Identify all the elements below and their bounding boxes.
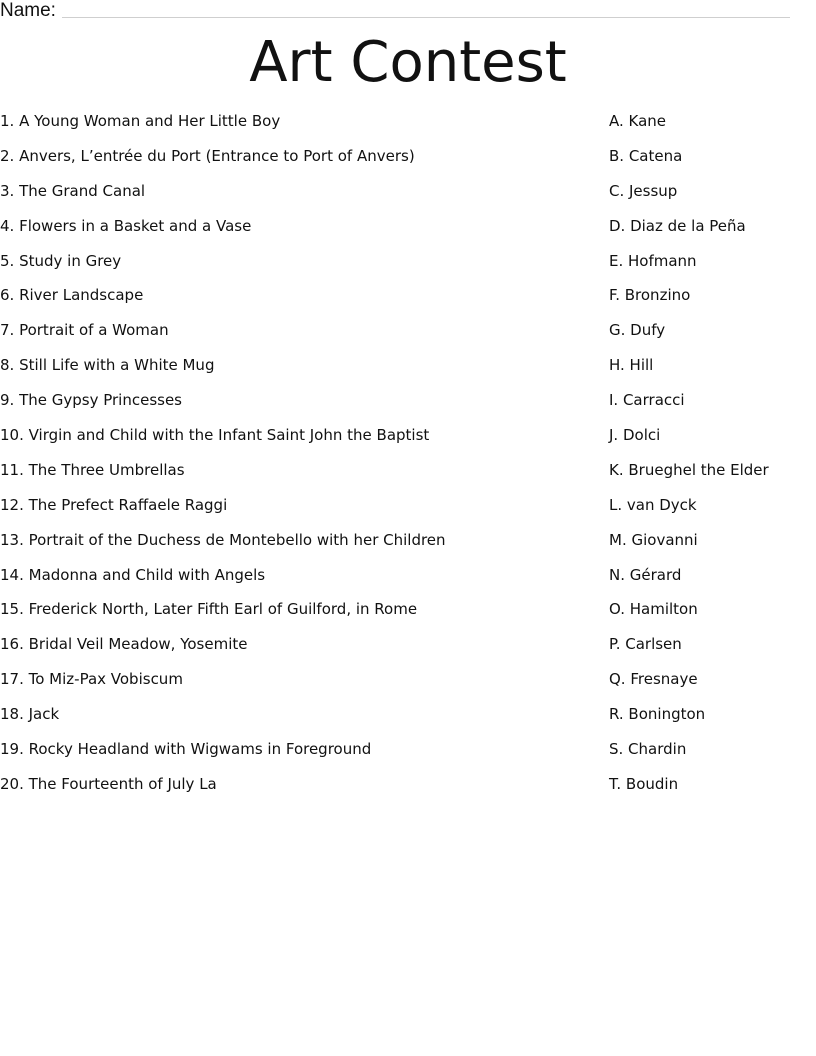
work-item: 13. Portrait of the Duchess de Montebello with her Children [0,530,446,549]
work-item: 4. Flowers in a Basket and a Vase [0,216,252,235]
artist-item: Q. Fresnaye [609,670,698,689]
work-item: 15. Frederick North, Later Fifth Earl of Guilford, in Rome [0,600,418,619]
artist-item: D. Diaz de la Peña [609,216,746,235]
work-item: 1. A Young Woman and Her Little Boy [0,112,281,130]
artist-item: T. Boudin [609,774,679,793]
work-item: 18. Jack [0,705,60,724]
work-item: 14. Madonna and Child with Angels [0,565,266,584]
artist-item: L. van Dyck [609,495,697,514]
name-write-line [62,17,790,18]
artist-item: E. Hofmann [609,251,697,270]
artist-item: B. Catena [609,146,683,165]
artist-item: A. Kane [609,112,667,130]
artist-item: F. Bronzino [609,286,691,305]
work-item: 9. The Gypsy Princesses [0,391,182,410]
artists-list [609,104,816,802]
work-item: 10. Virgin and Child with the Infant Saint John the Baptist [0,426,430,445]
artist-item: J. Dolci [609,426,661,445]
page-title: Art Contest [249,30,567,95]
artist-item: C. Jessup [609,181,678,200]
artist-item: K. Brueghel the Elder [609,460,769,479]
artist-item: R. Bonington [609,705,706,724]
work-item: 2. Anvers, L’entrée du Port (Entrance to Port of Anvers) [0,146,415,165]
artist-item: G. Dufy [609,321,666,340]
work-item: 6. River Landscape [0,286,144,305]
work-item: 7. Portrait of a Woman [0,321,169,340]
work-item: 16. Bridal Veil Meadow, Yosemite [0,635,248,654]
work-item: 8. Still Life with a White Mug [0,356,215,375]
work-item: 3. The Grand Canal [0,181,146,200]
artist-item: P. Carlsen [609,635,682,654]
artist-item: N. Gérard [609,565,682,584]
artist-item: H. Hill [609,356,654,375]
work-item: 20. The Fourteenth of July La [0,774,217,793]
name-field-row [0,0,790,22]
artist-item: M. Giovanni [609,530,698,549]
artist-item: I. Carracci [609,391,685,410]
works-list [0,104,600,802]
work-item: 17. To Miz-Pax Vobiscum [0,670,183,689]
work-item: 5. Study in Grey [0,251,122,270]
artist-item: S. Chardin [609,740,687,759]
work-item: 19. Rocky Headland with Wigwams in Foreground [0,740,372,759]
work-item: 11. The Three Umbrellas [0,460,185,479]
artist-item: O. Hamilton [609,600,698,619]
work-item: 12. The Prefect Raffaele Raggi [0,495,228,514]
name-label: Name: [0,0,56,21]
